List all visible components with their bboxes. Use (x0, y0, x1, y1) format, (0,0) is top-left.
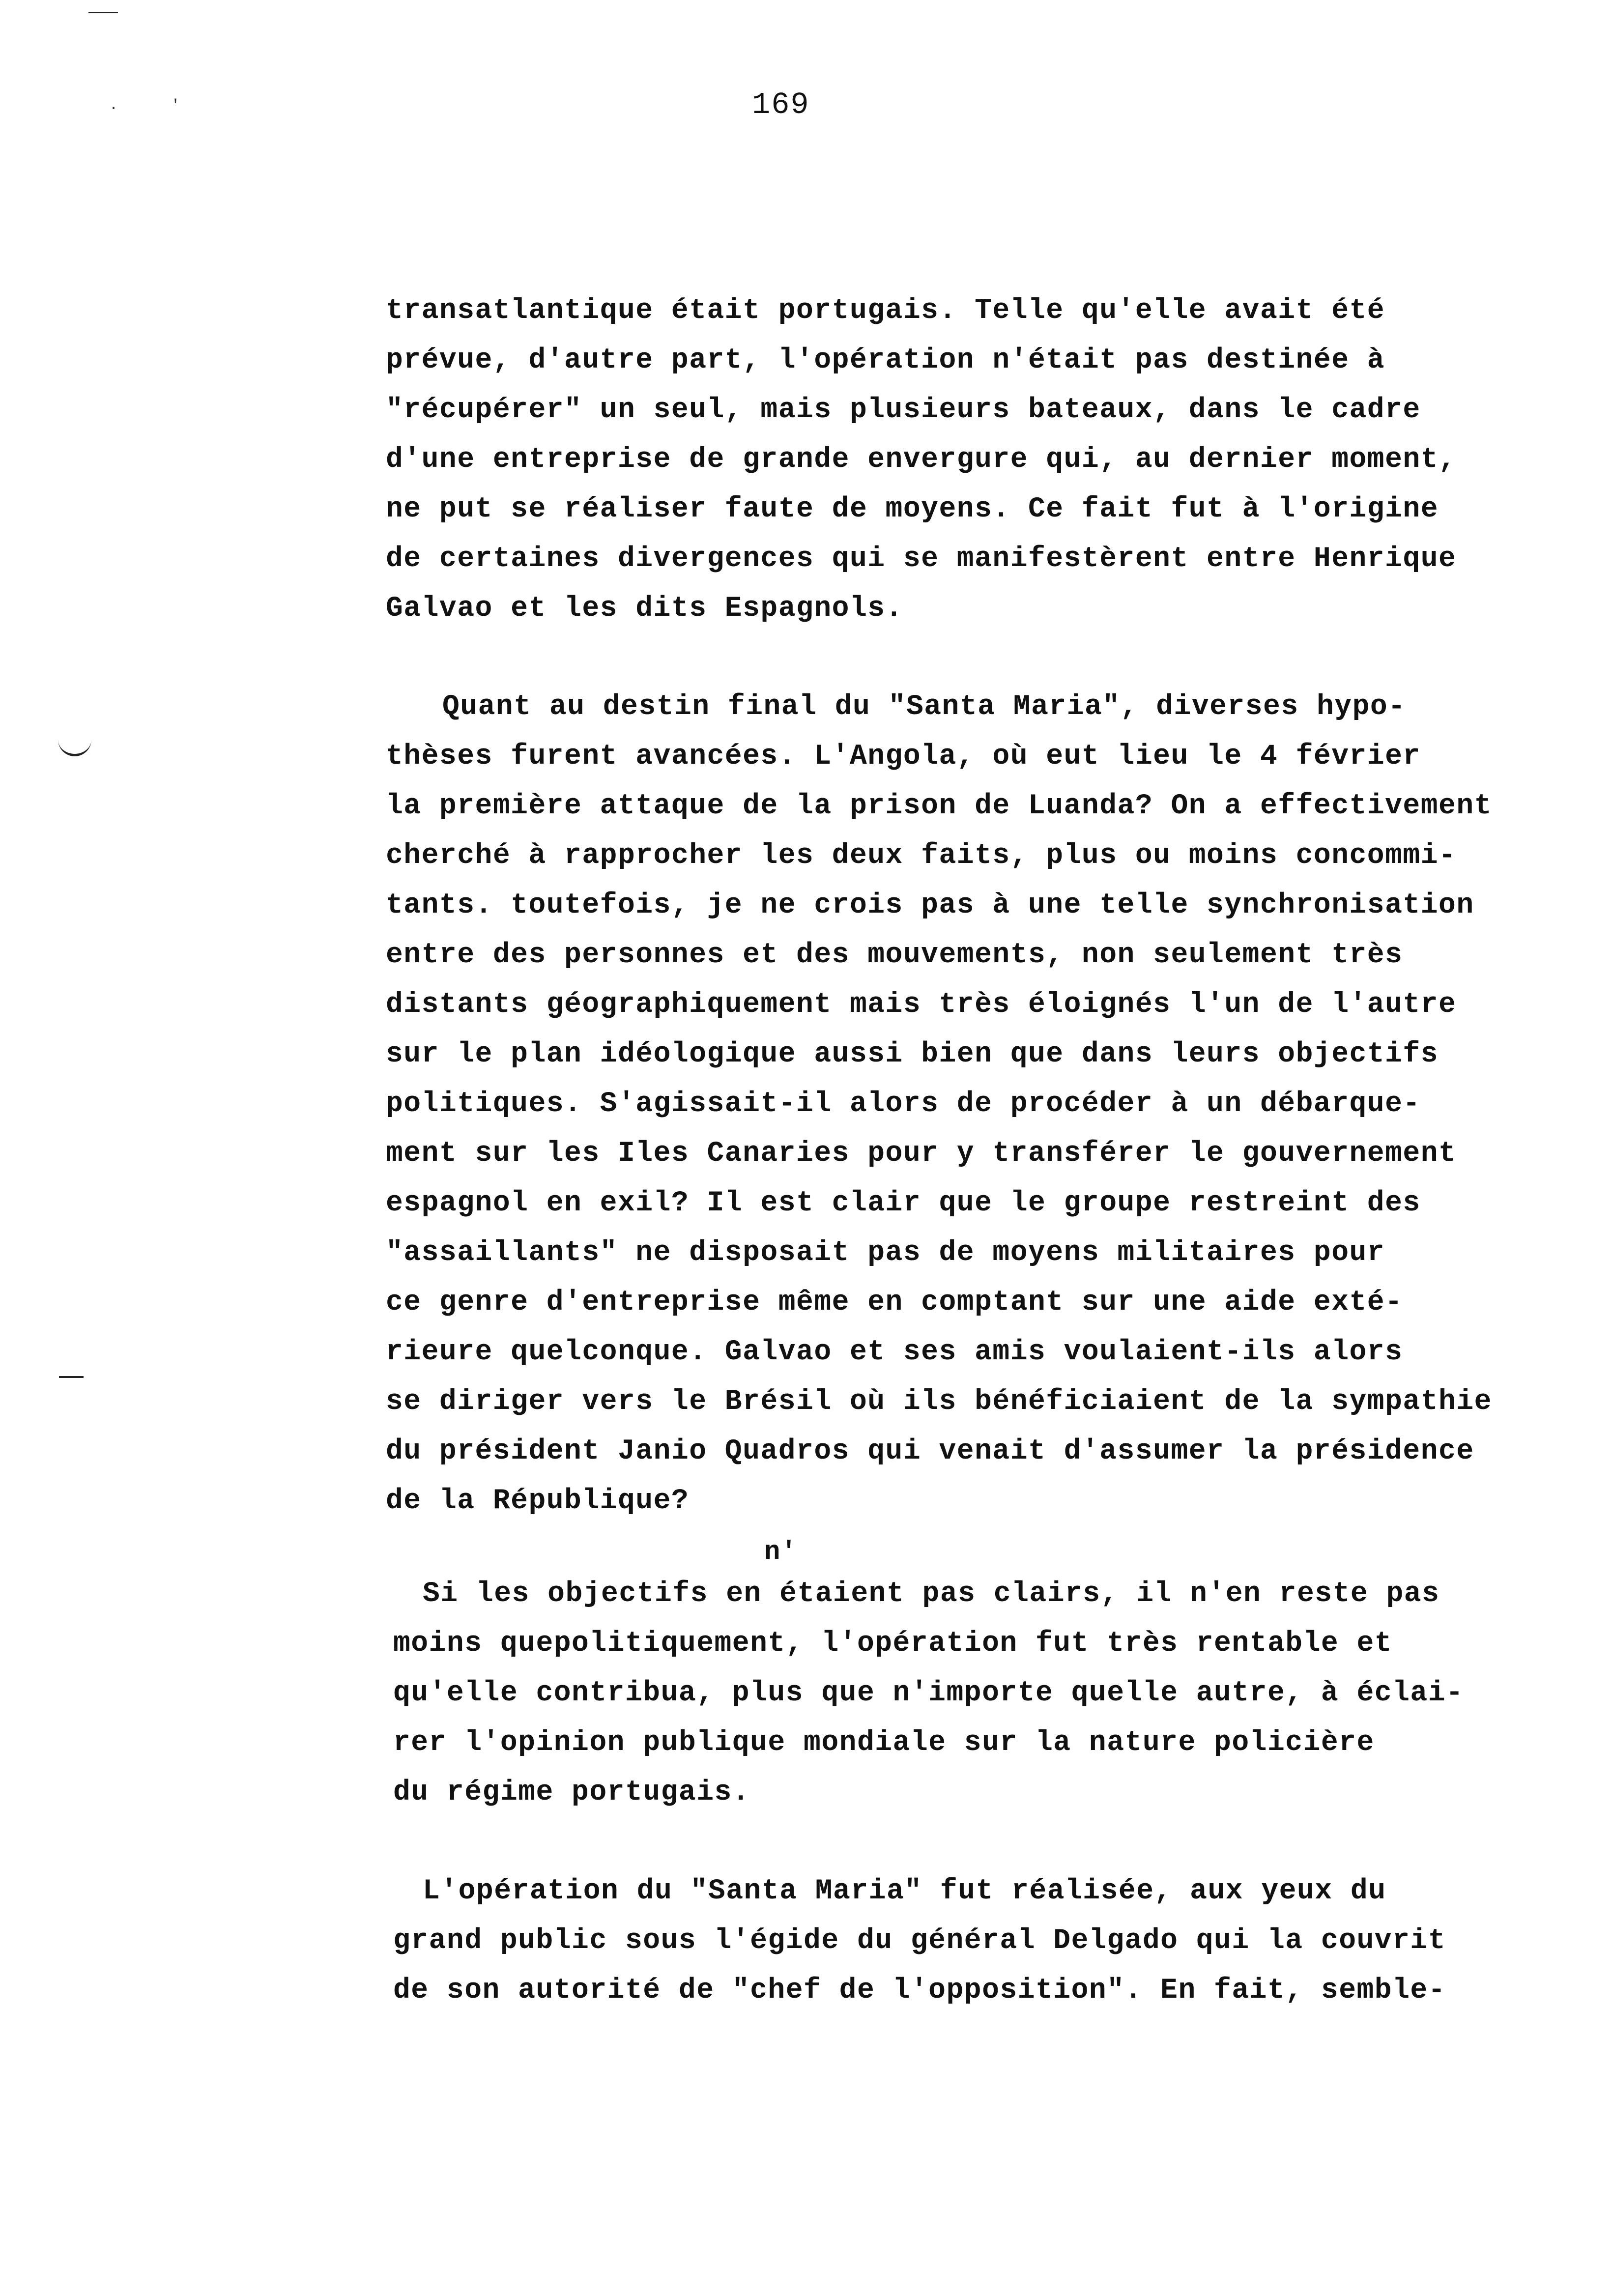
scan-mark-top (88, 12, 118, 13)
text-line: de la République? (386, 1485, 690, 1517)
scan-dot-left: . (109, 97, 118, 114)
text-line: de certaines divergences qui se manifestèrent entre Henrique (386, 543, 1457, 575)
text-line: Quant au destin final du "Santa Maria", diverses hypo- (442, 691, 1406, 723)
text-line: politiques. S'agissait-il alors de procéder à un débarque- (386, 1088, 1421, 1120)
text-line: ce genre d'entreprise même en comptant sur une aide exté- (386, 1287, 1403, 1319)
text-line: Galvao et les dits Espagnols. (386, 593, 903, 625)
text-line: sur le plan idéologique aussi bien que dans leurs objectifs (386, 1038, 1439, 1070)
margin-curve-mark (58, 736, 91, 756)
text-line: se diriger vers le Brésil où ils bénéficiaient de la sympathie (386, 1386, 1492, 1418)
text-line: du président Janio Quadros qui venait d'assumer la présidence (386, 1435, 1474, 1467)
text-line: Si les objectifs en étaient pas clairs, il n'en reste pas (423, 1578, 1440, 1610)
text-line: qu'elle contribua, plus que n'importe quelle autre, à éclai- (393, 1677, 1464, 1709)
insertion-mark: n' (764, 1537, 798, 1567)
text-line: cherché à rapprocher les deux faits, plus ou moins concommi- (386, 840, 1457, 872)
text-line: de son autorité de "chef de l'opposition". En fait, semble- (393, 1975, 1446, 2007)
text-line: "assaillants" ne disposait pas de moyens militaires pour (386, 1237, 1385, 1269)
text-line: L'opération du "Santa Maria" fut réalisée, aux yeux du (423, 1875, 1386, 1907)
text-line: grand public sous l'égide du général Delgado qui la couvrit (393, 1925, 1446, 1957)
text-line: distants géographiquement mais très éloignés l'un de l'autre (386, 989, 1457, 1021)
text-line: d'une entreprise de grande envergure qui, au dernier moment, (386, 444, 1457, 476)
page-number: 169 (752, 87, 810, 122)
text-line: prévue, d'autre part, l'opération n'était pas destinée à (386, 344, 1385, 376)
text-line: transatlantique était portugais. Telle qu'elle avait été (386, 295, 1385, 327)
text-line: ne put se réaliser faute de moyens. Ce fait fut à l'origine (386, 493, 1439, 525)
text-line: la première attaque de la prison de Luanda? On a effectivement (386, 790, 1492, 822)
text-line: entre des personnes et des mouvements, non seulement très (386, 939, 1403, 971)
margin-dash-mark (59, 1376, 84, 1378)
text-line: thèses furent avancées. L'Angola, où eut lieu le 4 février (386, 741, 1421, 773)
text-line: tants. toutefois, je ne crois pas à une telle synchronisation (386, 890, 1474, 921)
scan-dot-right: ' (171, 97, 180, 114)
text-line: moins quepolitiquement, l'opération fut très rentable et (393, 1628, 1393, 1660)
text-line: "récupérer" un seul, mais plusieurs bateaux, dans le cadre (386, 394, 1421, 426)
text-line: rieure quelconque. Galvao et ses amis voulaient-ils alors (386, 1336, 1403, 1368)
text-line: du régime portugais. (393, 1777, 750, 1808)
text-line: rer l'opinion publique mondiale sur la nature policière (393, 1727, 1375, 1759)
text-line: ment sur les Iles Canaries pour y transférer le gouvernement (386, 1138, 1457, 1170)
text-line: espagnol en exil? Il est clair que le groupe restreint des (386, 1187, 1421, 1219)
